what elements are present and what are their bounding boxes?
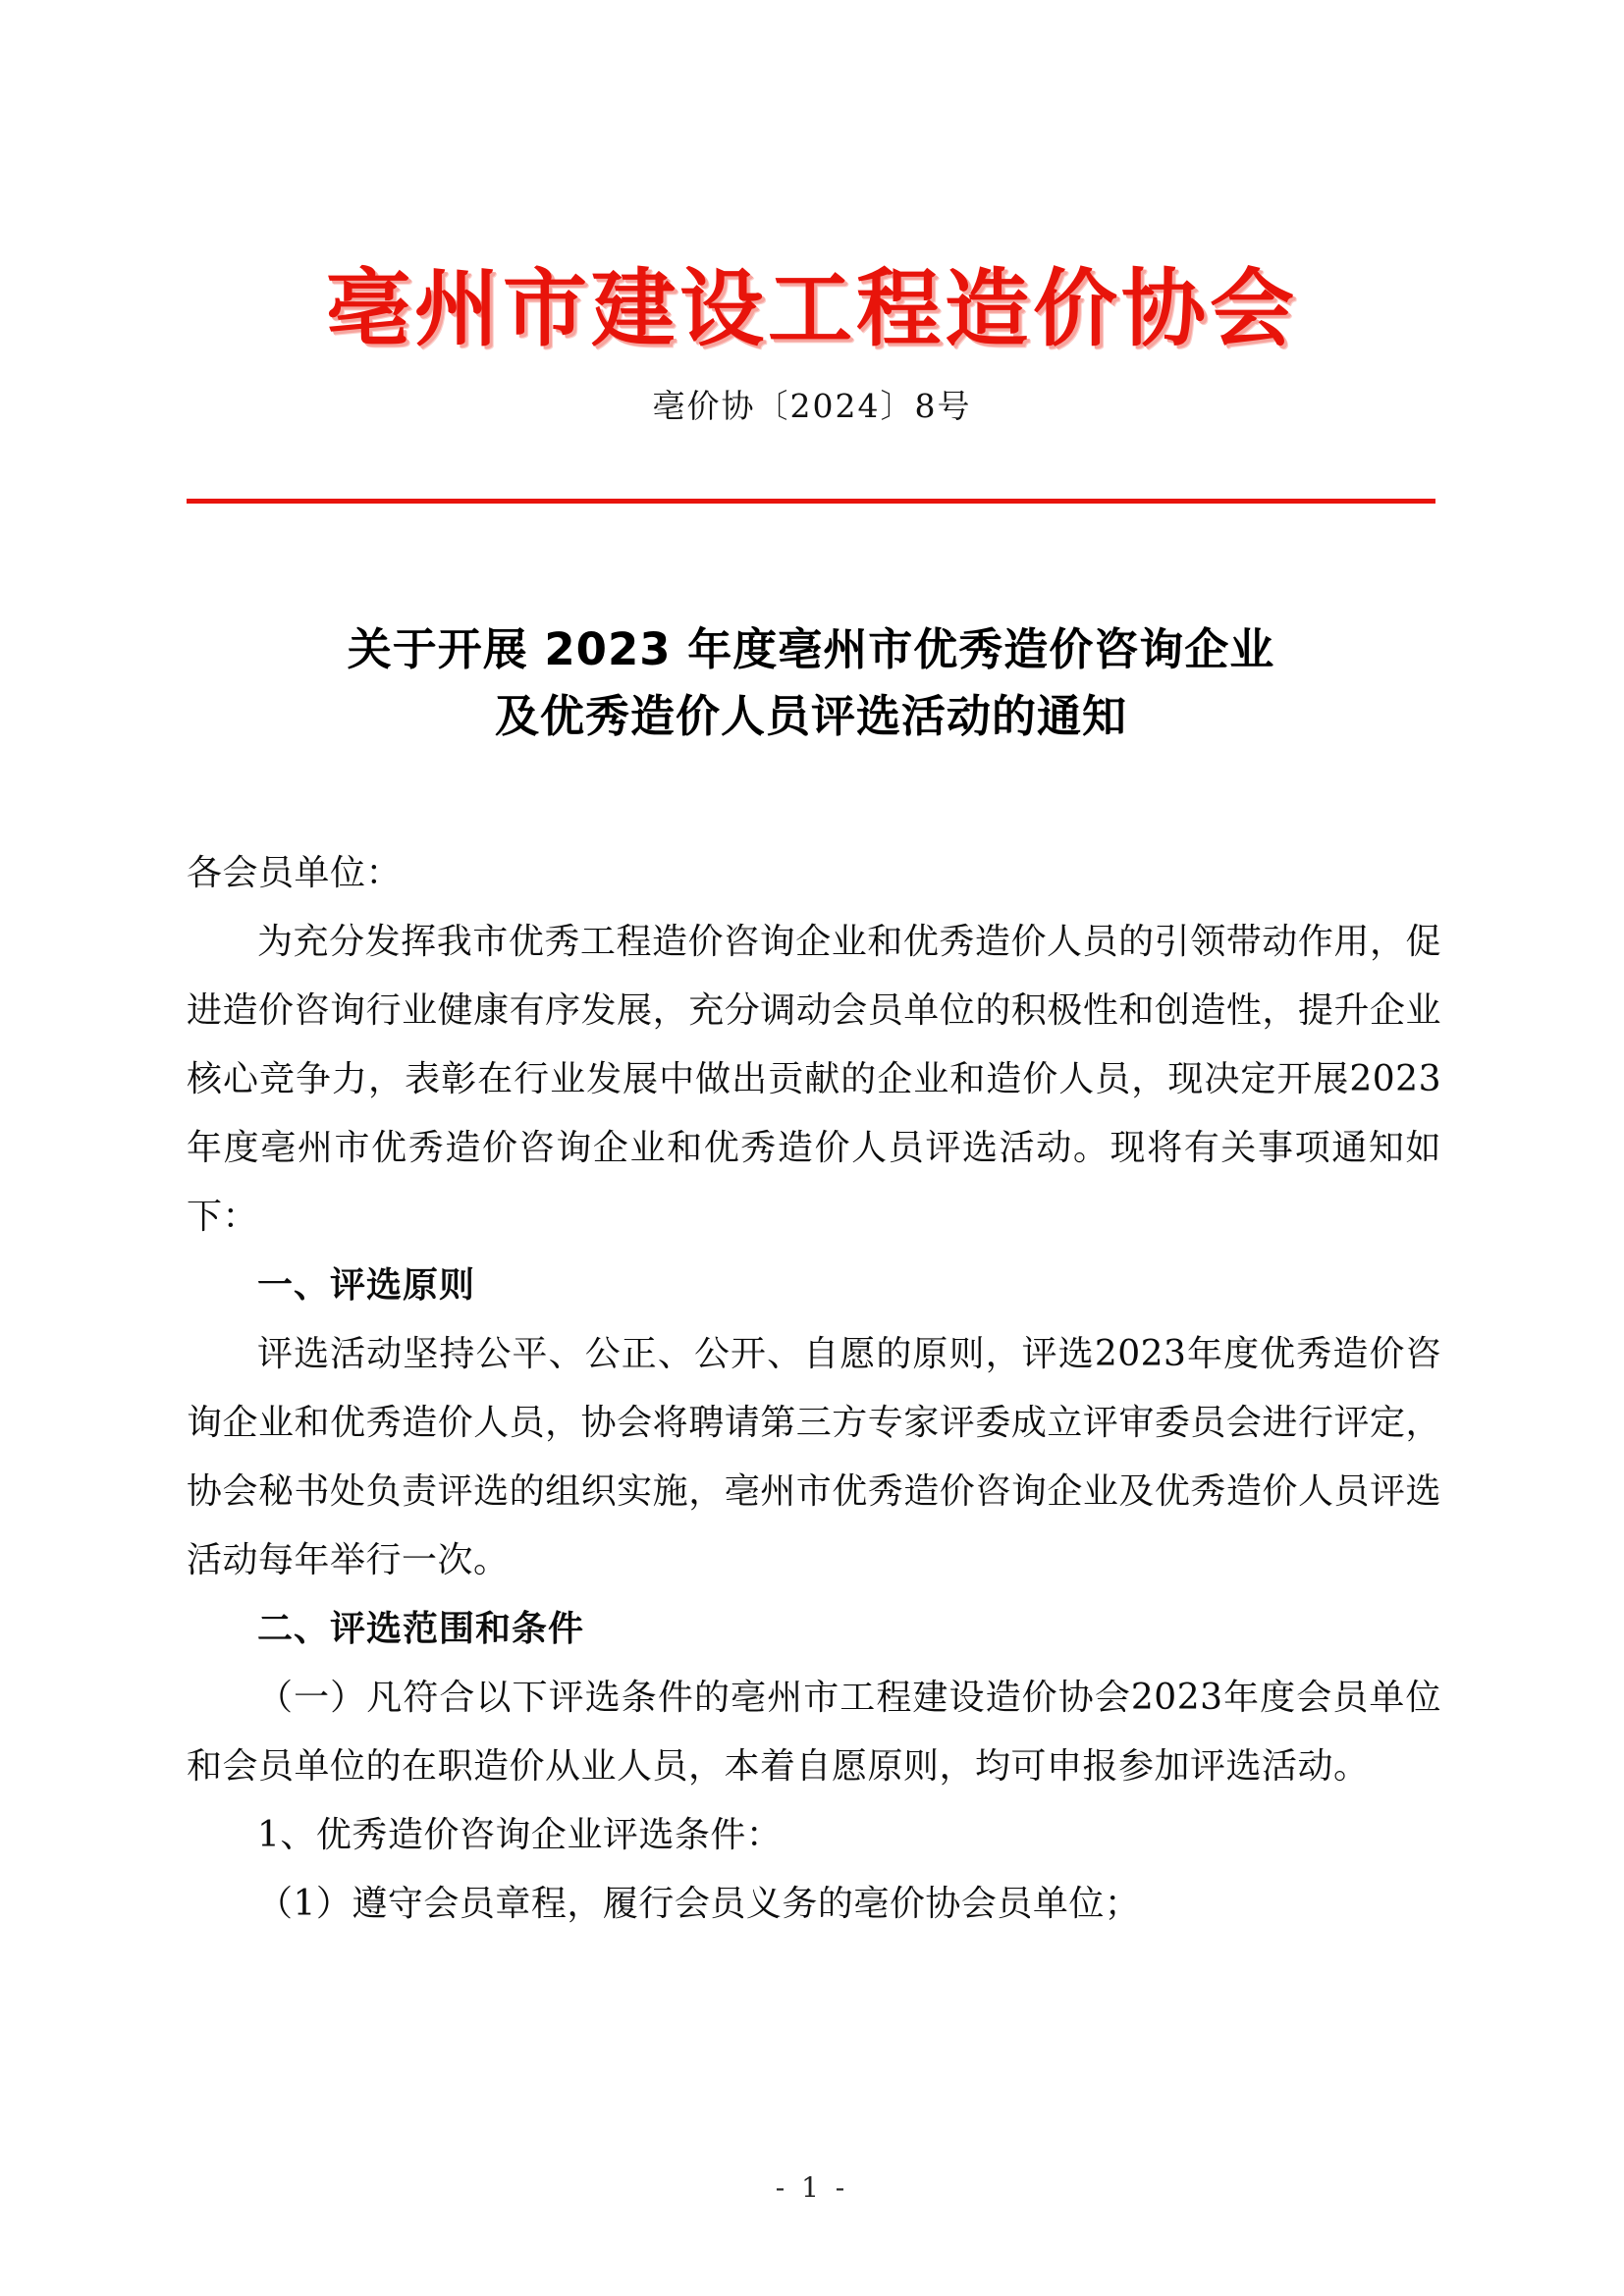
body-paragraph-criteria-item-1: （1）遵守会员章程，履行会员义务的亳价协会员单位；: [257, 1884, 1141, 1924]
document-title-line-1: 关于开展 2023 年度亳州市优秀造价咨询企业: [347, 623, 1275, 675]
page-number: - 1 -: [775, 2171, 849, 2204]
document-title-line-2: 及优秀造价人员评选活动的通知: [494, 690, 1127, 743]
body-paragraph-scope-item-1: （一）凡符合以下评选条件的亳州市工程建设造价协会2023年度会员单位和会员单位的在职造价从业人员，本着自愿原则，均可申报参加评选活动。: [187, 1678, 1441, 1787]
body-paragraph-principles: 评选活动坚持公平、公正、公开、自愿的原则，评选2023年度优秀造价咨询企业和优秀造价人员，协会将聘请第三方专家评委成立评审委员会进行评定，协会秘书处负责评选的组织实施，亳州市优秀造价咨询企业及优秀造价人员评选活动每年举行一次。: [187, 1334, 1441, 1580]
section-heading-two: 二、评选范围和条件: [257, 1609, 585, 1649]
red-divider-rule: [187, 499, 1435, 504]
document-title: [187, 616, 1435, 751]
page-footer: [0, 2171, 1624, 2204]
salutation: 各会员单位：: [187, 853, 403, 893]
body-paragraph-enterprise-criteria: 1、优秀造价咨询企业评选条件：: [257, 1815, 783, 1855]
document-number: 亳价协〔2024〕8号: [652, 387, 972, 425]
document-body: [187, 839, 1441, 1939]
letterhead: [0, 0, 1624, 427]
organization-title: 亳州市建设工程造价协会: [326, 259, 1298, 358]
section-heading-one: 一、评选原则: [257, 1265, 476, 1306]
body-paragraph-intro: 为充分发挥我市优秀工程造价咨询企业和优秀造价人员的引领带动作用，促进造价咨询行业健康有序发展，充分调动会员单位的积极性和创造性，提升企业核心竞争力，表彰在行业发展中做出贡献的企业和造价人员，现决定开展2023年度亳州市优秀造价咨询企业和优秀造价人员评选活动。现将有关事项通知如下：: [187, 922, 1441, 1237]
